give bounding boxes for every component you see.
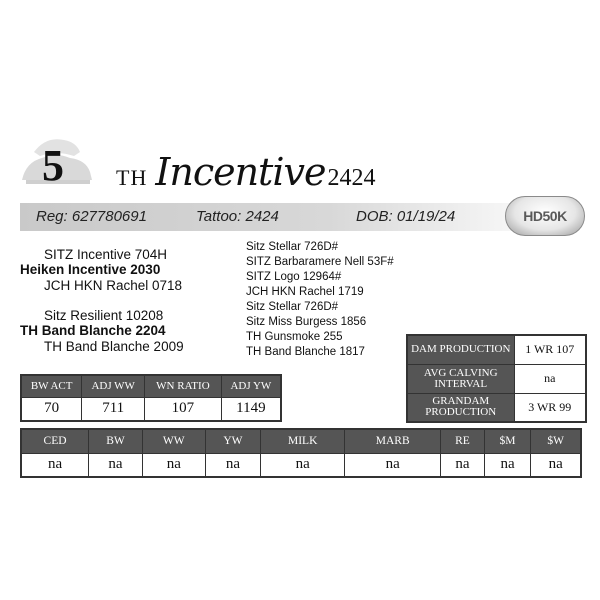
epd-value: na <box>484 453 531 477</box>
title-number: 2424 <box>327 165 376 191</box>
epd-header-row <box>21 429 581 453</box>
pedigree-third-gen-4: JCH HKN Rachel 1719 <box>246 286 364 298</box>
epd-header: MILK <box>261 429 345 453</box>
production-value: 3 WR 99 <box>514 393 586 422</box>
pedigree-third-gen-7: TH Gunsmoke 255 <box>246 331 343 343</box>
pedigree-dam-dam: TH Band Blanche 2009 <box>44 339 184 354</box>
title-name: Incentive <box>155 150 326 194</box>
title-prefix: TH <box>116 165 148 190</box>
production-value: na <box>514 364 586 393</box>
epd-table <box>20 428 582 478</box>
epd-value-row <box>21 453 581 477</box>
weights-header: WN RATIO <box>145 375 222 397</box>
pedigree-third-gen-5: Sitz Stellar 726D# <box>246 301 339 313</box>
weights-value: 711 <box>82 397 145 421</box>
epd-header: WW <box>142 429 205 453</box>
epd-value: na <box>261 453 345 477</box>
weights-header: BW ACT <box>21 375 82 397</box>
weights-table <box>20 374 282 422</box>
production-row <box>407 393 586 422</box>
pedigree-third-gen-8: TH Band Blanche 1817 <box>246 346 365 358</box>
animal-title <box>116 150 375 200</box>
epd-value: na <box>89 453 143 477</box>
pedigree-sire: Heiken Incentive 2030 <box>20 262 161 277</box>
epd-header: BW <box>89 429 143 453</box>
epd-header: MARB <box>345 429 441 453</box>
production-table <box>406 334 587 423</box>
lot-number: 5 <box>42 141 64 190</box>
epd-value: na <box>345 453 441 477</box>
production-row <box>407 364 586 393</box>
weights-value: 70 <box>21 397 82 421</box>
hd50k-badge-label: HD50K <box>523 208 567 224</box>
epd-value: na <box>142 453 205 477</box>
pedigree-dam-sire: Sitz Resilient 10208 <box>44 308 164 323</box>
tattoo: Tattoo: 2424 <box>196 208 279 225</box>
pedigree-third-gen-3: SITZ Logo 12964# <box>246 271 342 283</box>
epd-header: RE <box>441 429 484 453</box>
weights-header: ADJ WW <box>82 375 145 397</box>
date-of-birth: DOB: 01/19/24 <box>356 208 456 225</box>
weights-value: 1149 <box>221 397 281 421</box>
registration-number: Reg: 627780691 <box>36 208 147 225</box>
epd-value: na <box>531 453 581 477</box>
pedigree-sire-sire: SITZ Incentive 704H <box>44 247 168 262</box>
epd-header: CED <box>21 429 89 453</box>
epd-value: na <box>21 453 89 477</box>
production-label: GRANDAM PRODUCTION <box>407 393 514 422</box>
weights-header: ADJ YW <box>221 375 281 397</box>
weights-header-row <box>21 375 281 397</box>
epd-header: $W <box>531 429 581 453</box>
pedigree-third-gen-1: Sitz Stellar 726D# <box>246 241 339 253</box>
pedigree-third-gen-2: SITZ Barbaramere Nell 53F# <box>246 256 394 268</box>
registration-bar <box>20 203 582 231</box>
epd-header: $M <box>484 429 531 453</box>
weights-value: 107 <box>145 397 222 421</box>
production-label: DAM PRODUCTION <box>407 335 514 364</box>
production-row <box>407 335 586 364</box>
hd50k-badge <box>505 196 585 236</box>
epd-value: na <box>441 453 484 477</box>
epd-value: na <box>205 453 261 477</box>
pedigree-sire-dam: JCH HKN Rachel 0718 <box>44 278 183 293</box>
production-label: AVG CALVING INTERVAL <box>407 364 514 393</box>
pedigree-dam: TH Band Blanche 2204 <box>20 323 166 338</box>
production-value: 1 WR 107 <box>514 335 586 364</box>
pedigree-third-gen-6: Sitz Miss Burgess 1856 <box>246 316 367 328</box>
weights-value-row <box>21 397 281 421</box>
epd-header: YW <box>205 429 261 453</box>
